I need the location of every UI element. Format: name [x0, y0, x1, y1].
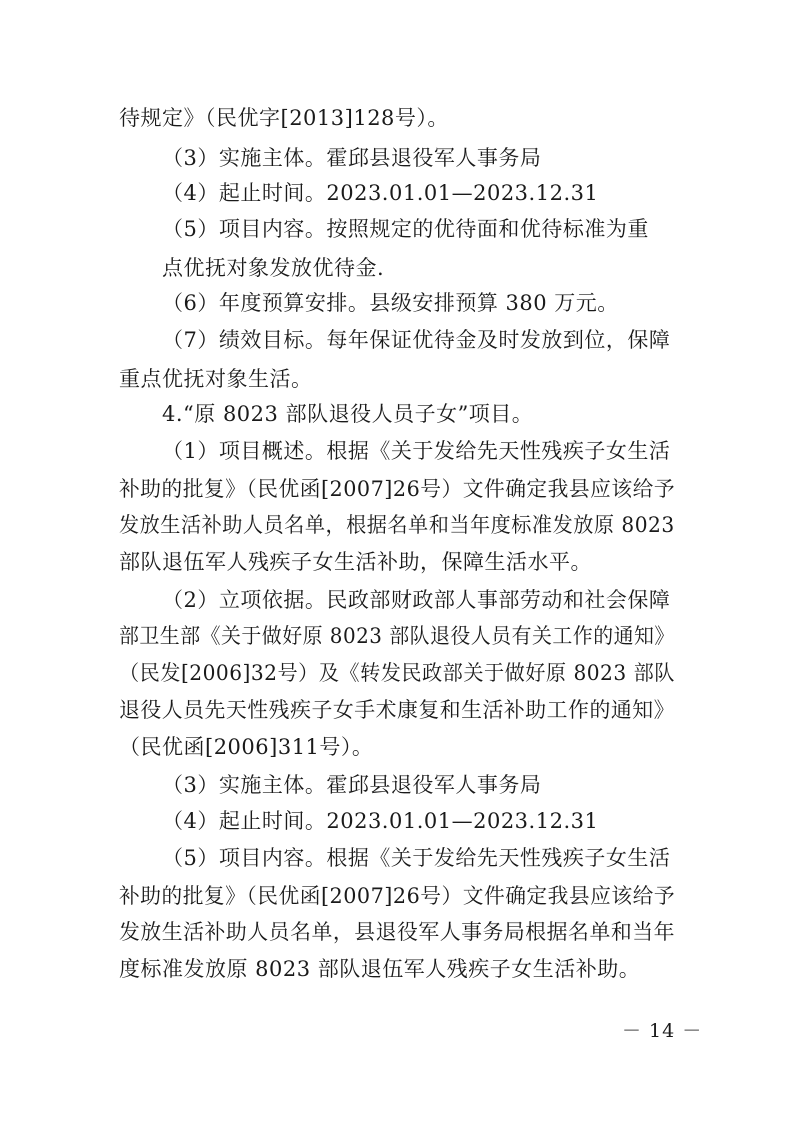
text-line: （4）起止时间。2023.01.01—2023.12.31: [162, 809, 599, 833]
text-line: 发放生活补助人员名单，根据名单和当年度标准发放原 8023: [119, 513, 675, 537]
text-line: 待规定》（民优字[2013]128号）。: [119, 106, 449, 130]
text-line: 补助的批复》（民优函[2007]26号）文件确定我县应该给予: [119, 477, 676, 501]
text-line: （5）项目内容。按照规定的优待面和优待标准为重: [162, 217, 649, 241]
text-line: （6）年度预算安排。县级安排预算 380 万元。: [162, 291, 619, 315]
text-line: 部队退伍军人残疾子女生活补助，保障生活水平。: [119, 550, 592, 574]
text-line: 退役人员先天性残疾子女手术康复和生活补助工作的通知》: [119, 698, 675, 722]
text-line: 发放生活补助人员名单，县退役军人事务局根据名单和当年: [119, 920, 675, 944]
text-line: 补助的批复》（民优函[2007]26号）文件确定我县应该给予: [119, 884, 676, 908]
text-line: （4）起止时间。2023.01.01—2023.12.31: [162, 181, 599, 205]
text-line: （7）绩效目标。每年保证优待金及时发放到位，保障: [162, 328, 671, 352]
text-line: （2）立项依据。民政部财政部人事部劳动和社会保障: [162, 588, 671, 612]
text-line: （3）实施主体。霍邱县退役军人事务局: [162, 773, 542, 797]
text-line: （民优函[2006]311号）。: [119, 735, 374, 759]
text-line: 重点优抚对象生活。: [119, 367, 313, 391]
text-line: 度标准发放原 8023 部队退伍军人残疾子女生活补助。: [119, 957, 641, 981]
page-number: － 14 －: [622, 1020, 703, 1042]
text-line: 点优抚对象发放优待金.: [162, 256, 385, 280]
text-line: （1）项目概述。根据《关于发给先天性残疾子女生活: [162, 439, 671, 463]
section-heading: 4.“原 8023 部队退役人员子女”项目。: [162, 402, 534, 426]
text-line: （3）实施主体。霍邱县退役军人事务局: [162, 146, 542, 170]
text-line: （民发[2006]32号）及《转发民政部关于做好原 8023 部队: [119, 661, 675, 685]
text-line: （5）项目内容。根据《关于发给先天性残疾子女生活: [162, 846, 671, 870]
text-line: 部卫生部《关于做好原 8023 部队退役人员有关工作的通知》: [119, 624, 675, 648]
